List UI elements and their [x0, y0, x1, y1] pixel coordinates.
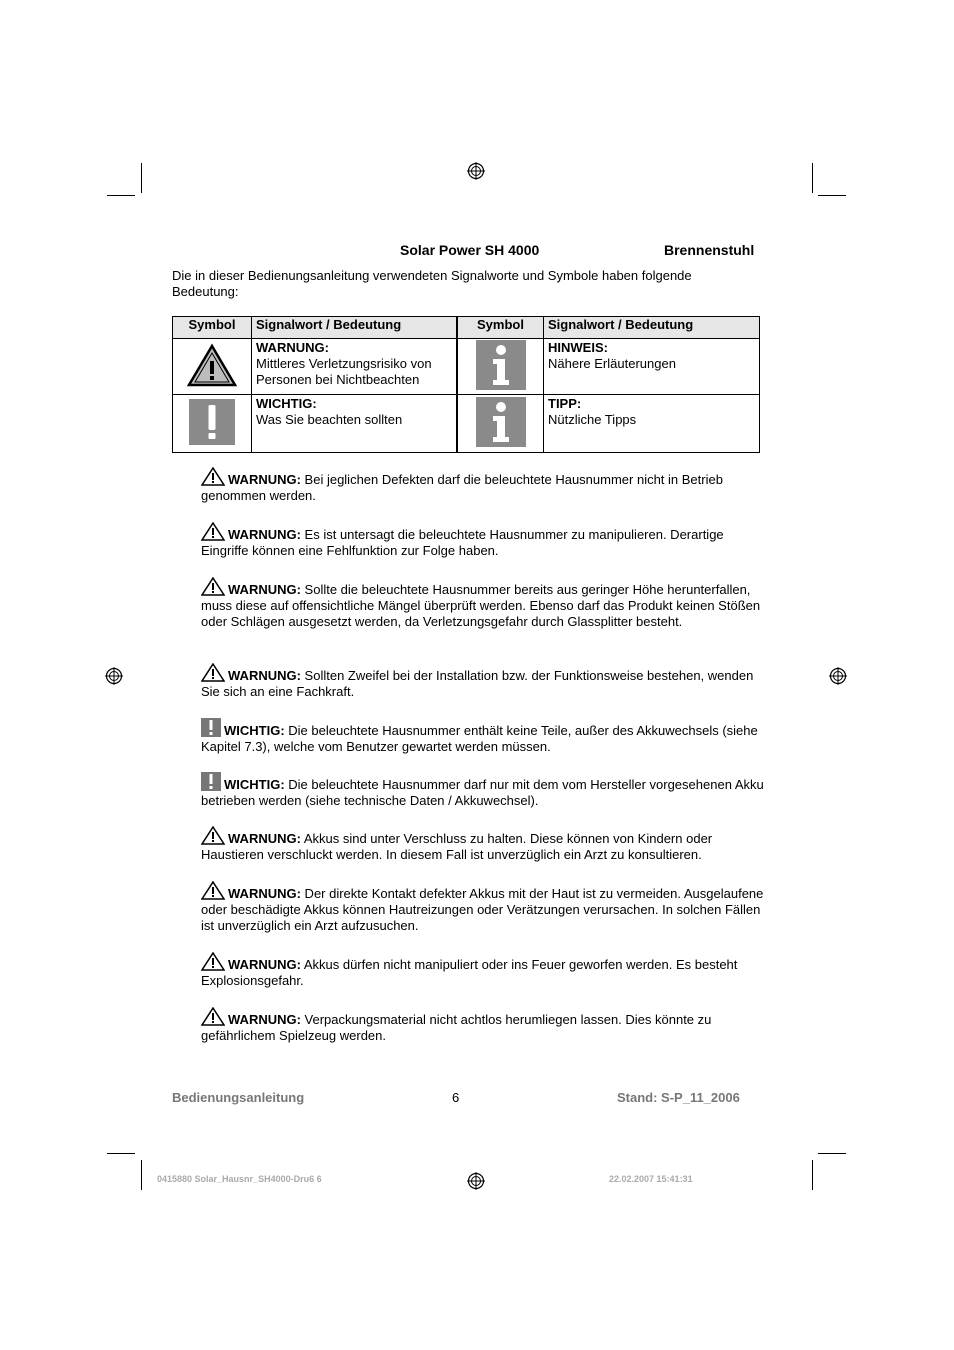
note-text: Verpackungsmaterial nicht achtlos herumliegen lassen. Dies könnte zu gefährlichem Spielzeug werden.	[201, 1012, 712, 1043]
crop-mark	[141, 163, 142, 193]
registration-mark-icon	[467, 1172, 485, 1190]
note-text: Der direkte Kontakt defekter Akkus mit der Haut ist zu vermeiden. Ausgelaufene oder beschädigte Akkus können Hautreizungen oder Verätzungen verursachen. In solchen Fällen ist unverzüglich ein Arzt aufzusuchen.	[201, 886, 764, 933]
symbol-table	[172, 316, 760, 453]
note-text: Die beleuchtete Hausnummer enthält keine Teile, außer des Akkuwechsels (siehe Kapitel 7.3), welche vom Benutzer gewartet werden müssen.	[201, 723, 758, 754]
meaning-cell	[544, 395, 760, 453]
symbol-cell	[173, 395, 252, 453]
signal-word: WARNUNG:	[256, 340, 329, 355]
document-title: Solar Power SH 4000	[400, 242, 540, 258]
meaning-cell	[544, 339, 760, 395]
signal-word: TIPP:	[548, 396, 582, 411]
info-icon	[475, 339, 527, 391]
note-text: Akkus dürfen nicht manipuliert oder ins Feuer geworfen werden. Es besteht Explosionsgefahr.	[201, 957, 738, 988]
warning-note	[201, 826, 773, 863]
footer-left: Bedienungsanleitung	[172, 1090, 305, 1105]
important-note	[201, 718, 773, 755]
crop-mark	[107, 1153, 135, 1154]
warning-triangle-icon	[201, 467, 225, 486]
column-header: Symbol	[173, 317, 252, 339]
warning-note	[201, 881, 773, 934]
warning-note	[201, 467, 773, 504]
crop-mark	[818, 1153, 846, 1154]
info-icon	[475, 396, 527, 448]
warning-note	[201, 577, 773, 630]
warning-triangle-icon	[201, 663, 225, 682]
note-label: WARNUNG:	[228, 831, 301, 846]
column-header: Symbol	[457, 317, 544, 339]
warning-note	[201, 522, 773, 559]
registration-mark-icon	[829, 667, 847, 685]
warning-note	[201, 663, 773, 700]
note-label: WICHTIG:	[224, 723, 285, 738]
note-label: WARNUNG:	[228, 886, 301, 901]
note-label: WARNUNG:	[228, 1012, 301, 1027]
footer-right: Stand: S-P_11_2006	[617, 1090, 740, 1105]
note-text: Sollte die beleuchtete Hausnummer bereits aus geringer Höhe herunterfallen, muss diese auf offensichtliche Mängel überprüft werden. Ebenso darf das Produkt keinen Stößen oder Schlägen ausgesetzt werden, da Verletzungsgefahr durch Glassplitter besteht.	[201, 582, 761, 629]
crop-mark	[818, 195, 846, 196]
meaning-cell	[252, 339, 458, 395]
note-label: WARNUNG:	[228, 582, 301, 597]
symbol-cell	[173, 339, 252, 395]
warning-triangle-icon	[201, 577, 225, 596]
warning-triangle-icon	[201, 952, 225, 971]
symbol-cell	[457, 395, 544, 453]
signal-meaning: Mittleres Verletzungsrisiko von Personen bei Nichtbeachten	[256, 356, 432, 387]
crop-mark	[141, 1160, 142, 1190]
warning-triangle-icon	[201, 826, 225, 845]
column-header: Signalwort / Bedeutung	[544, 317, 760, 339]
page-number: 6	[452, 1090, 460, 1105]
crop-mark	[107, 195, 135, 196]
signal-meaning: Nützliche Tipps	[548, 412, 637, 427]
crop-mark	[812, 1160, 813, 1190]
crop-mark	[812, 163, 813, 193]
warning-triangle-icon	[201, 881, 225, 900]
signal-word: WICHTIG:	[256, 396, 317, 411]
meaning-cell	[252, 395, 458, 453]
registration-mark-icon	[105, 667, 123, 685]
warning-triangle-icon	[187, 343, 237, 387]
important-note	[201, 772, 773, 809]
table-row	[173, 395, 760, 453]
note-text: Akkus sind unter Verschluss zu halten. Diese können von Kindern oder Haustieren verschluckt werden. In diesem Fall ist unverzüglich ein Arzt zu konsultieren.	[201, 831, 713, 862]
note-label: WARNUNG:	[228, 668, 301, 683]
table-row	[173, 339, 760, 395]
note-label: WARNUNG:	[228, 957, 301, 972]
exclamation-icon	[188, 398, 236, 446]
note-text: Bei jeglichen Defekten darf die beleuchtete Hausnummer nicht in Betrieb genommen werden.	[201, 472, 723, 503]
symbol-cell	[457, 339, 544, 395]
note-text: Die beleuchtete Hausnummer darf nur mit dem vom Hersteller vorgesehenen Akku betrieben werden (siehe technische Daten / Akkuwechsel).	[201, 777, 764, 808]
registration-mark-icon	[467, 162, 485, 180]
warning-note	[201, 952, 773, 989]
signal-meaning: Was Sie beachten sollten	[256, 412, 403, 427]
warning-triangle-icon	[201, 1007, 225, 1026]
note-text: Sollten Zweifel bei der Installation bzw. der Funktionsweise bestehen, wenden Sie sich an eine Fachkraft.	[201, 668, 754, 699]
column-header: Signalwort / Bedeutung	[252, 317, 458, 339]
table-header-row	[173, 317, 760, 339]
brand-name: Brennenstuhl	[664, 242, 755, 258]
print-slug-right: 22.02.2007 15:41:31	[609, 1174, 693, 1184]
exclamation-icon	[201, 718, 221, 737]
intro-paragraph: Die in dieser Bedienungsanleitung verwendeten Signalworte und Symbole haben folgende Bedeutung:	[172, 268, 692, 299]
print-slug-left: 0415880 Solar_Hausnr_SH4000-Dru6 6	[157, 1174, 322, 1184]
note-label: WARNUNG:	[228, 527, 301, 542]
warning-note	[201, 1007, 773, 1044]
note-text: Es ist untersagt die beleuchtete Hausnummer zu manipulieren. Derartige Eingriffe können eine Fehlfunktion zur Folge haben.	[201, 527, 724, 558]
signal-meaning: Nähere Erläuterungen	[548, 356, 676, 371]
signal-word: HINWEIS:	[548, 340, 608, 355]
note-label: WICHTIG:	[224, 777, 285, 792]
note-label: WARNUNG:	[228, 472, 301, 487]
exclamation-icon	[201, 772, 221, 791]
warning-triangle-icon	[201, 522, 225, 541]
